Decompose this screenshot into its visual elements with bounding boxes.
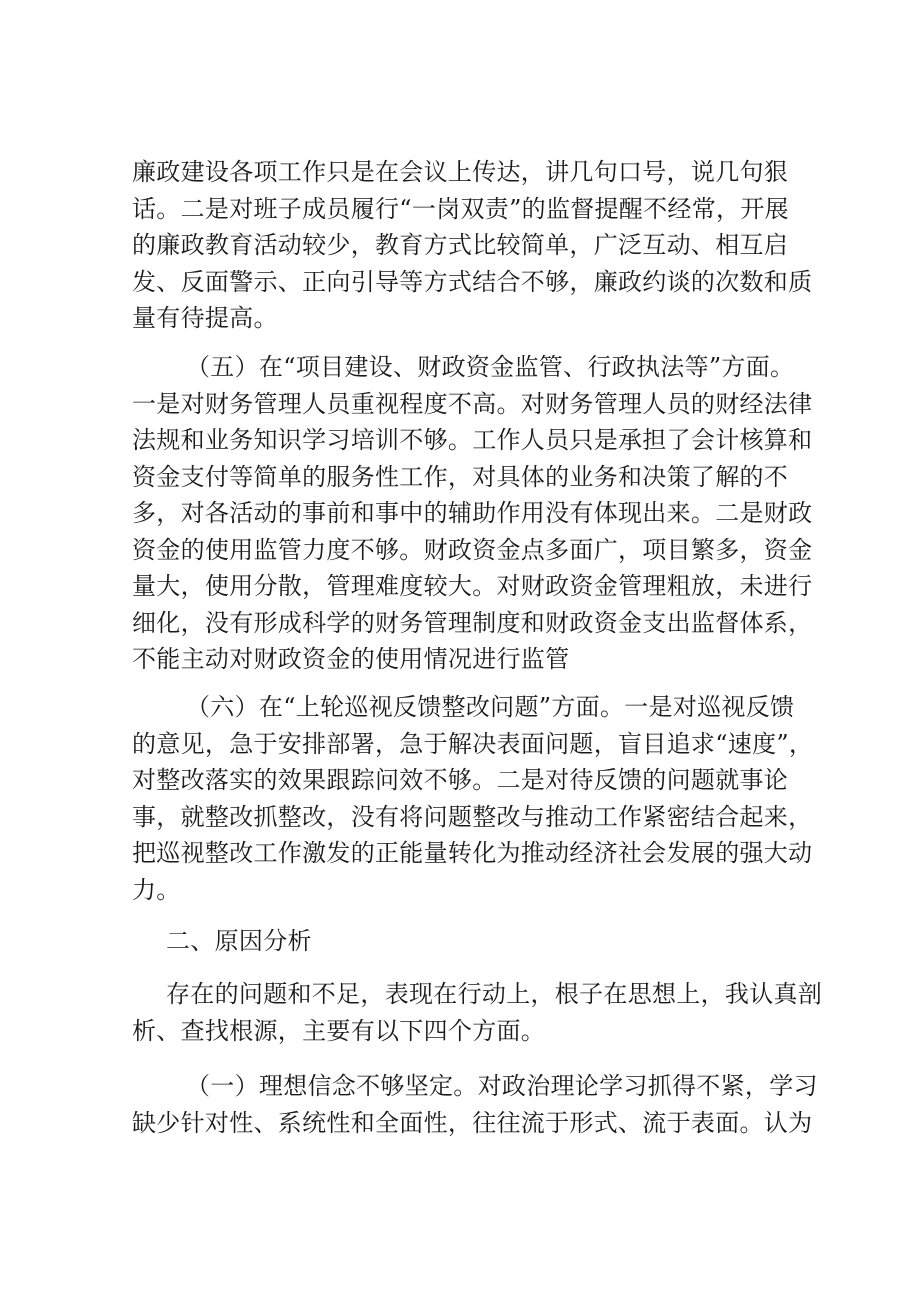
- text-line: 不能主动对财政资金的使用情况进行监管: [132, 645, 570, 673]
- text-line: 资金支付等简单的服务性工作，对具体的业务和决策了解的不: [132, 462, 789, 491]
- text-line: （一）理想信念不够坚定。对政治理论学习抓得不紧，学习: [186, 1072, 818, 1100]
- text-line: 缺少针对性、系统性和全面性，往往流于形式、流于表面。认为: [132, 1108, 813, 1137]
- text-line: 量大，使用分散，管理难度较大。对财政资金管理粗放，未进行: [132, 572, 813, 600]
- text-line: 细化，没有形成科学的财务管理制度和财政资金支出监督体系，: [132, 608, 813, 637]
- text-line: 话。二是对班子成员履行“一岗双责”的监督提醒不经常，开展: [132, 194, 789, 223]
- paragraph-section-five: [132, 349, 813, 678]
- paragraph-section-six: [132, 689, 814, 908]
- heading-text: 二、原因分析: [166, 927, 312, 955]
- text-line: 法规和业务知识学习培训不够。工作人员只是承担了会计核算和: [132, 426, 813, 454]
- paragraph-analysis-intro: [132, 976, 823, 1049]
- text-line: （六）在“上轮巡视反馈整改问题”方面。一是对巡视反馈: [186, 693, 795, 721]
- text-line: 的廉政教育活动较少，教育方式比较简单，广泛互动、相互启: [132, 231, 789, 259]
- section-heading-cause-analysis: [132, 923, 800, 960]
- text-line: 析、查找根源，主要有以下四个方面。: [132, 1016, 546, 1045]
- text-line: 对整改落实的效果跟踪问效不够。二是对待反馈的问题就事论: [132, 766, 789, 794]
- text-line: 存在的问题和不足，表现在行动上，根子在思想上，我认真剖: [166, 980, 823, 1008]
- paragraph-ideals-beliefs: [132, 1068, 818, 1141]
- text-line: （五）在“项目建设、财政资金监管、行政执法等”方面。: [186, 353, 795, 381]
- text-line: 事，就整改抓整改，没有将问题整改与推动工作紧密结合起来，: [132, 802, 813, 831]
- text-line: 廉政建设各项工作只是在会议上传达，讲几句口号，说几句狠: [132, 158, 789, 186]
- text-line: 量有待提高。: [132, 304, 278, 332]
- text-line: 一是对财务管理人员重视程度不高。对财务管理人员的财经法律: [132, 389, 813, 418]
- text-line: 发、反面警示、正向引导等方式结合不够，廉政约谈的次数和质: [132, 267, 813, 296]
- text-line: 力。: [132, 875, 181, 904]
- text-line: 多，对各活动的事前和事中的辅助作用没有体现出来。二是财政: [132, 499, 813, 527]
- text-line: 的意见，急于安排部署，急于解决表面问题，盲目追求“速度”，: [132, 729, 814, 758]
- text-line: 资金的使用监管力度不够。财政资金点多面广，项目繁多，资金: [132, 535, 813, 564]
- paragraph-integrity-building: [132, 154, 813, 337]
- text-line: 把巡视整改工作激发的正能量转化为推动经济社会发展的强大动: [132, 839, 813, 867]
